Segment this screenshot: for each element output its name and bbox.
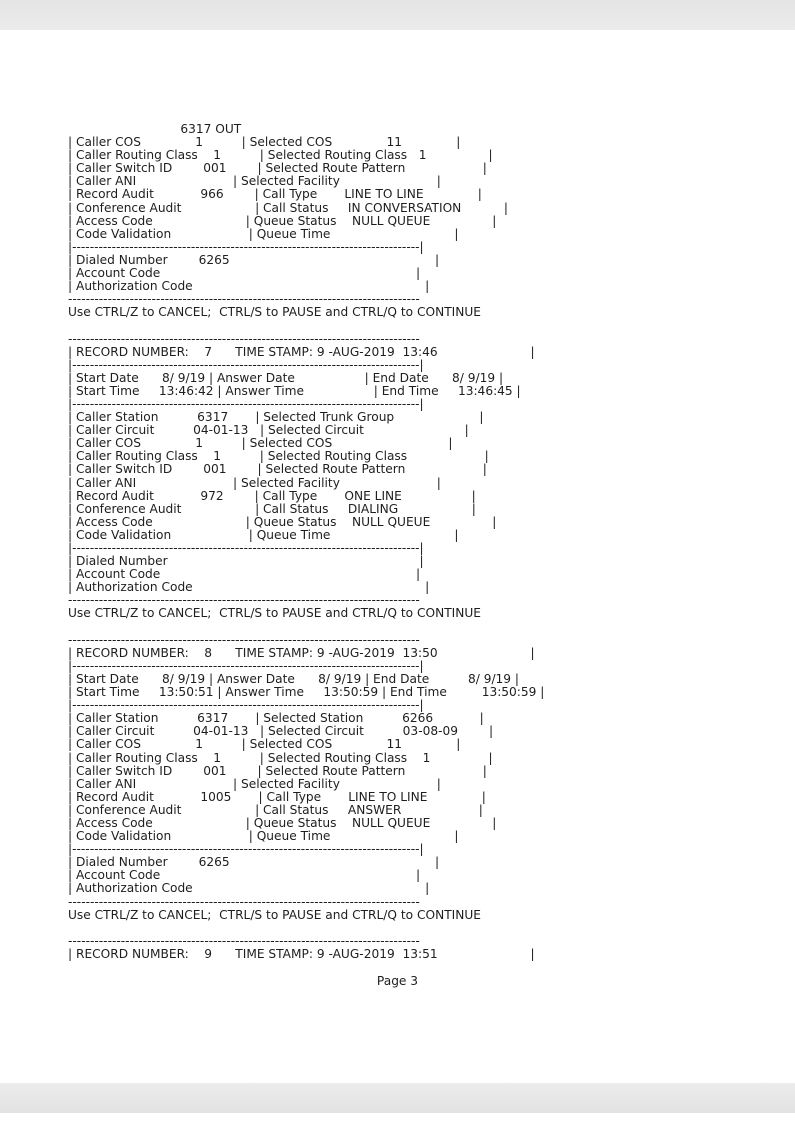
report-page — [68, 123, 544, 961]
scan-shadow-top — [0, 0, 795, 30]
record-7: -------------------------------------------------------------------------------- | RECORD NUMBER: 7 TIME STAMP: 9 -AUG-2019 13:46 | |-------------------------------------------------------------------------------| | Start Date 8/ 9/19 | Answer Date | End Date 8/ 9/19 | | Start Time 13:46:42 | Answer Time | End Time 13:46:45 | |-------------------------------------------------------------------------------| | Caller Station 6317 | Selected Trunk Group | | Caller Circuit 04-01-13 | Selected Circuit | | Caller COS 1 | Selected COS | | Caller Routing Class 1 | Selected Routing Class | | Caller Switch ID 001 | Selected Route Pattern | | Caller ANI | Selected Facility | | Record Audit 972 | Call Type ONE LINE | | Conference Audit | Call Status DIALING | | Access Code | Queue Status NULL QUEUE | | Code Validation | Queue Time | |-------------------------------------------------------------------------------| | Dialed Number | | Account Code | | Authorization Code | -------------------------------------------------------------------------------- Use CTRL/Z to CANCEL; CTRL/S to PAUSE and CTRL/Q to CONTINUE — [68, 331, 535, 621]
page-number: Page 3 — [376, 974, 419, 988]
record-9-header: -------------------------------------------------------------------------------- | RECORD NUMBER: 9 TIME STAMP: 9 -AUG-2019 13:51 | — [68, 933, 535, 961]
record-fragment-continued: 6317 OUT | Caller COS 1 | Selected COS 11 | | Caller Routing Class 1 | Selected Routing Class 1 | | Caller Switch ID 001 | Selected Route Pattern | | Caller ANI | Selected Facility | | Record Audit 966 | Call Type LINE TO LINE | | Conference Audit | Call Status IN CONVERSATION | | Access Code | Queue Status NULL QUEUE | | Code Validation | Queue Time | |-------------------------------------------------------------------------------| | Dialed Number 6265 | | Account Code | | Authorization Code | -------------------------------------------------------------------------------- Use CTRL/Z to CANCEL; CTRL/S to PAUSE and CTRL/Q to CONTINUE — [68, 122, 509, 320]
spacer — [68, 319, 544, 332]
spacer — [68, 621, 544, 634]
scan-shadow-bottom — [0, 1083, 795, 1113]
record-8: -------------------------------------------------------------------------------- | RECORD NUMBER: 8 TIME STAMP: 9 -AUG-2019 13:50 | |-------------------------------------------------------------------------------| | Start Date 8/ 9/19 | Answer Date 8/ 9/19 | End Date 8/ 9/19 | | Start Time 13:50:51 | Answer Time 13:50:59 | End Time 13:50:59 | |-------------------------------------------------------------------------------| | Caller Station 6317 | Selected Station 6266 | | Caller Circuit 04-01-13 | Selected Circuit 03-08-09 | | Caller COS 1 | Selected COS 11 | | Caller Routing Class 1 | Selected Routing Class 1 | | Caller Switch ID 001 | Selected Route Pattern | | Caller ANI | Selected Facility | | Record Audit 1005 | Call Type LINE TO LINE | | Conference Audit | Call Status ANSWER | | Access Code | Queue Status NULL QUEUE | | Code Validation | Queue Time | |-------------------------------------------------------------------------------| | Dialed Number 6265 | | Account Code | | Authorization Code | -------------------------------------------------------------------------------- Use CTRL/Z to CANCEL; CTRL/S to PAUSE and CTRL/Q to CONTINUE — [68, 632, 545, 922]
spacer — [68, 922, 544, 935]
